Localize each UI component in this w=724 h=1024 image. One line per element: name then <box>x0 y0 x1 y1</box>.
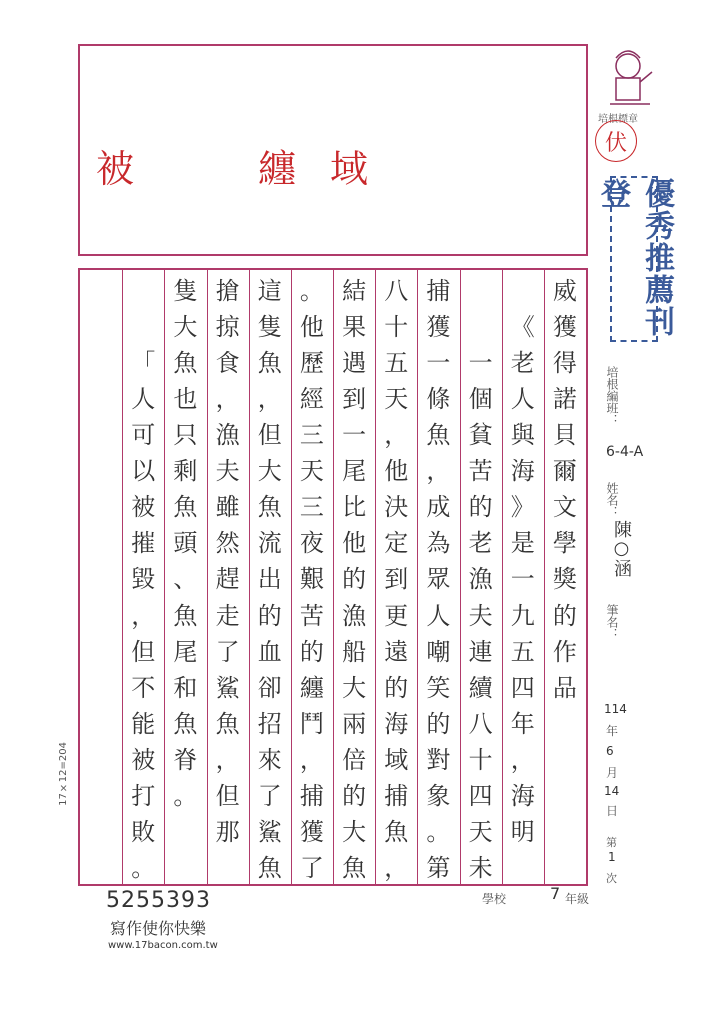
grid-cell: 對 <box>426 745 451 774</box>
website-url: www.17bacon.com.tw <box>108 940 218 951</box>
grid-cell <box>81 703 121 739</box>
grid-cell: 海 <box>510 457 535 486</box>
grid-cell: 到 <box>342 384 367 413</box>
grid-cell: 學 <box>552 529 577 558</box>
grid-cell: 敗 <box>131 818 156 847</box>
grid-cell <box>81 451 121 487</box>
class-value: 6-4-A <box>606 444 644 460</box>
grid-cell: 了 <box>299 854 324 883</box>
grid-cell: ， <box>426 457 451 486</box>
grid-cell: 》 <box>510 493 535 522</box>
grid-cell: 毀 <box>131 565 156 594</box>
grid-column <box>418 270 458 884</box>
grid-column <box>545 270 585 776</box>
grid-cell: 三 <box>299 493 324 522</box>
grid-cell: 人 <box>426 601 451 630</box>
grade-mark: 伏 <box>595 120 637 162</box>
grid-cell: 那 <box>215 818 240 847</box>
grid-cell <box>81 739 121 775</box>
grid-cell: 他 <box>299 312 324 341</box>
school-label: 學校 <box>482 892 507 906</box>
grid-cell: 貝 <box>552 420 577 449</box>
grid-cell: 。 <box>131 854 156 883</box>
grid-cell: 獎 <box>552 565 577 594</box>
grid-cell: 血 <box>257 637 282 666</box>
grid-cell: 的 <box>552 601 577 630</box>
grid-cell: 捕 <box>299 782 324 811</box>
grid-cell: 。 <box>299 276 324 305</box>
date-year: 114 <box>604 702 627 716</box>
grid-cell: 魚 <box>173 601 198 630</box>
phone-number: 5255393 <box>106 888 211 913</box>
grid-cell: 八 <box>468 709 493 738</box>
seq-label-post: 次 <box>606 872 617 885</box>
grid-cell: 搶 <box>215 276 240 305</box>
grid-column <box>250 270 290 884</box>
grid-cell: 捕 <box>426 276 451 305</box>
grid-cell <box>81 776 121 812</box>
grid-cell: 能 <box>131 709 156 738</box>
grid-cell: 笑 <box>426 673 451 702</box>
mascot-icon <box>600 44 660 114</box>
date-month: 6 <box>606 744 614 758</box>
pen-name-label: 筆名： <box>605 604 619 640</box>
grid-cell: 爾 <box>552 457 577 486</box>
writing-grid <box>78 268 588 886</box>
grid-cell: 未 <box>468 854 493 883</box>
grid-cell: 隻 <box>173 276 198 305</box>
grid-cell: 招 <box>257 709 282 738</box>
grid-cell: 成 <box>426 493 451 522</box>
grid-column <box>292 270 332 884</box>
grid-cell: 品 <box>552 673 577 702</box>
grid-cell: 魚 <box>257 493 282 522</box>
grid-cell: 大 <box>173 312 198 341</box>
grid-cell <box>545 703 585 739</box>
grid-cell: 食 <box>215 348 240 377</box>
grid-cell: ， <box>215 384 240 413</box>
grid-cell <box>165 812 205 848</box>
grid-cell: 天 <box>384 384 409 413</box>
grid-column <box>376 270 416 884</box>
grade-label: 年級 <box>565 892 590 906</box>
grid-cell: 來 <box>257 745 282 774</box>
grid-cell <box>81 595 121 631</box>
grid-cell: 諾 <box>552 384 577 413</box>
grid-cell: 作 <box>552 637 577 666</box>
slogan: 寫作使你快樂 <box>110 919 207 938</box>
grid-cell: 和 <box>173 673 198 702</box>
grid-cell: 摧 <box>131 529 156 558</box>
grid-cell: 「 <box>131 348 156 377</box>
grid-cell: 艱 <box>299 565 324 594</box>
grid-cell: 的 <box>342 565 367 594</box>
grid-cell: 雖 <box>215 493 240 522</box>
grid-cell: 人 <box>131 384 156 413</box>
grid-cell: 果 <box>342 312 367 341</box>
grid-cell: 年 <box>510 709 535 738</box>
grid-cell: 魚 <box>426 420 451 449</box>
grid-cell: 苦 <box>299 601 324 630</box>
grid-cell: 魚 <box>342 854 367 883</box>
seq-value: 1 <box>608 850 616 864</box>
grid-cell <box>123 306 163 342</box>
grid-cell <box>81 342 121 378</box>
grid-cell: 然 <box>215 529 240 558</box>
grid-cell: 魚 <box>257 348 282 377</box>
grid-column <box>208 270 248 848</box>
grid-cell: 但 <box>215 782 240 811</box>
name-value: 陳○涵 <box>611 520 632 577</box>
grid-cell: 與 <box>510 420 535 449</box>
grid-cell: 文 <box>552 493 577 522</box>
grid-cell: 了 <box>257 782 282 811</box>
grid-cell <box>461 306 501 342</box>
correction-char-1: 被 <box>96 147 135 191</box>
grid-cell <box>81 523 121 559</box>
grid-cell: 卻 <box>257 673 282 702</box>
grid-cell: 也 <box>173 384 198 413</box>
grid-cell: ， <box>299 745 324 774</box>
grid-cell: 老 <box>468 529 493 558</box>
grid-column <box>123 270 163 884</box>
grid-cell: 大 <box>342 673 367 702</box>
grid-cell: 。 <box>426 818 451 847</box>
grid-cell: 決 <box>384 493 409 522</box>
grid-cell: 域 <box>384 745 409 774</box>
grid-cell: 纏 <box>299 673 324 702</box>
grid-cell: 遇 <box>342 348 367 377</box>
grid-cell: 出 <box>257 565 282 594</box>
date-day: 14 <box>604 784 620 798</box>
grid-cell: 五 <box>384 348 409 377</box>
grid-cell: 獲 <box>299 818 324 847</box>
grid-cell: ， <box>131 601 156 630</box>
grid-cell: 天 <box>468 818 493 847</box>
grid-cell: 海 <box>384 709 409 738</box>
grid-cell: 到 <box>384 565 409 594</box>
grid-cell: 條 <box>426 384 451 413</box>
grid-cell: 得 <box>552 348 577 377</box>
grid-cell: 尾 <box>342 457 367 486</box>
correction-char-2: 纏 <box>258 147 297 191</box>
grid-cell: 的 <box>468 493 493 522</box>
grid-cell: 不 <box>131 673 156 702</box>
grid-cell: 可 <box>131 420 156 449</box>
grid-cell: 眾 <box>426 565 451 594</box>
grid-cell: 天 <box>299 457 324 486</box>
grid-cell: ， <box>215 745 240 774</box>
grid-cell: 他 <box>342 529 367 558</box>
grid-cell: 剩 <box>173 457 198 486</box>
grid-cell: 的 <box>384 673 409 702</box>
grid-cell: 的 <box>299 637 324 666</box>
grid-cell: 結 <box>342 276 367 305</box>
grid-cell: 掠 <box>215 312 240 341</box>
grid-cell: 五 <box>510 637 535 666</box>
grid-cell: 九 <box>510 601 535 630</box>
grid-cell: 只 <box>173 420 198 449</box>
grid-cell: 八 <box>384 276 409 305</box>
grid-cell: 夫 <box>468 601 493 630</box>
grid-cell: ， <box>257 384 282 413</box>
grid-cell: 的 <box>426 709 451 738</box>
grid-cell <box>81 378 121 414</box>
grid-cell: 脊 <box>173 745 198 774</box>
grid-cell: 走 <box>215 601 240 630</box>
grid-cell: 了 <box>215 637 240 666</box>
name-label: 姓名： <box>605 482 619 518</box>
grid-cell: 他 <box>384 457 409 486</box>
grid-cell: 、 <box>173 565 198 594</box>
grid-cell: 遠 <box>384 637 409 666</box>
grid-cell: 的 <box>257 601 282 630</box>
grid-cell: 頭 <box>173 529 198 558</box>
grid-column <box>81 270 121 848</box>
grid-cell: 十 <box>468 745 493 774</box>
grid-cell: 被 <box>131 493 156 522</box>
grid-cell: 漁 <box>468 565 493 594</box>
grid-cell: 第 <box>426 854 451 883</box>
grid-cell: 魚 <box>215 709 240 738</box>
grid-cell: 一 <box>342 420 367 449</box>
date-year-label: 年 <box>606 724 619 738</box>
grid-column <box>165 270 205 848</box>
grid-cell <box>461 270 501 306</box>
grid-cell: 續 <box>468 673 493 702</box>
grid-cell: 老 <box>510 348 535 377</box>
grid-cell <box>503 270 543 306</box>
grid-cell: 獲 <box>552 312 577 341</box>
grid-cell: 苦 <box>468 457 493 486</box>
grade-value: 7 <box>550 884 561 903</box>
seq-label-pre: 第 <box>606 836 617 849</box>
grid-cell: 魚 <box>257 854 282 883</box>
grid-cell: 夫 <box>215 457 240 486</box>
grid-cell <box>81 487 121 523</box>
grid-spec: 17×12=204 <box>58 742 69 806</box>
stamp-label: 培根標章 <box>598 114 638 125</box>
grid-cell: 魚 <box>173 348 198 377</box>
grid-cell: 倍 <box>342 745 367 774</box>
grid-cell <box>545 739 585 775</box>
grid-cell: 魚 <box>173 493 198 522</box>
grid-cell: 連 <box>468 637 493 666</box>
grid-cell: 鯊 <box>215 673 240 702</box>
grid-cell: 大 <box>342 818 367 847</box>
grid-cell: 明 <box>510 818 535 847</box>
grid-cell: 鬥 <box>299 709 324 738</box>
grid-cell: 歷 <box>299 348 324 377</box>
grid-cell: 一 <box>468 348 493 377</box>
grid-cell: 人 <box>510 384 535 413</box>
grid-cell: 個 <box>468 384 493 413</box>
recommend-stamp: 優秀推薦刊登 <box>610 176 658 342</box>
grid-cell: 一 <box>426 348 451 377</box>
grid-column <box>334 270 374 884</box>
grid-cell: 嘲 <box>426 637 451 666</box>
grid-cell: 兩 <box>342 709 367 738</box>
correction-char-3: 域 <box>330 147 369 191</box>
grid-cell: 象 <box>426 782 451 811</box>
grid-cell: ， <box>384 854 409 883</box>
grid-cell: 夜 <box>299 529 324 558</box>
grid-cell: 經 <box>299 384 324 413</box>
grid-cell: 捕 <box>384 782 409 811</box>
grid-cell: 這 <box>257 276 282 305</box>
grid-column <box>461 270 501 884</box>
grid-cell: 海 <box>510 782 535 811</box>
class-label: 培根編班： <box>605 366 619 426</box>
grid-cell: 十 <box>384 312 409 341</box>
grid-cell: 四 <box>468 782 493 811</box>
grid-cell: 流 <box>257 529 282 558</box>
grid-cell: 漁 <box>342 601 367 630</box>
grid-cell <box>81 631 121 667</box>
grid-cell: 。 <box>173 782 198 811</box>
grid-cell <box>81 559 121 595</box>
date-month-label: 月 <box>606 766 619 780</box>
grid-cell: 但 <box>131 637 156 666</box>
grid-cell: 的 <box>342 782 367 811</box>
grid-cell: 比 <box>342 493 367 522</box>
grid-cell: 三 <box>299 420 324 449</box>
grid-cell: 漁 <box>215 420 240 449</box>
grid-cell: 《 <box>510 312 535 341</box>
grid-cell: 四 <box>510 673 535 702</box>
grid-cell <box>81 270 121 306</box>
grid-cell <box>123 270 163 306</box>
grid-cell: ， <box>384 420 409 449</box>
grid-cell: 是 <box>510 529 535 558</box>
grid-cell: 鯊 <box>257 818 282 847</box>
grid-cell: 隻 <box>257 312 282 341</box>
grid-cell: 更 <box>384 601 409 630</box>
grid-cell: 為 <box>426 529 451 558</box>
grid-cell: 魚 <box>384 818 409 847</box>
grid-cell <box>81 306 121 342</box>
grid-cell: 船 <box>342 637 367 666</box>
grid-cell: 尾 <box>173 637 198 666</box>
grid-cell: 威 <box>552 276 577 305</box>
grid-cell: 打 <box>131 782 156 811</box>
grid-cell: 趕 <box>215 565 240 594</box>
grid-cell: ， <box>510 745 535 774</box>
grid-cell: 被 <box>131 745 156 774</box>
grid-cell: 但 <box>257 420 282 449</box>
grid-cell <box>81 414 121 450</box>
grid-cell: 定 <box>384 529 409 558</box>
grid-column <box>503 270 543 848</box>
grid-cell: 魚 <box>173 709 198 738</box>
grid-cell: 大 <box>257 457 282 486</box>
date-day-label: 日 <box>606 804 619 818</box>
grid-cell: 一 <box>510 565 535 594</box>
grid-cell <box>81 667 121 703</box>
grid-cell <box>81 812 121 848</box>
grid-cell: 以 <box>131 457 156 486</box>
grid-cell: 貧 <box>468 420 493 449</box>
grid-cell: 獲 <box>426 312 451 341</box>
